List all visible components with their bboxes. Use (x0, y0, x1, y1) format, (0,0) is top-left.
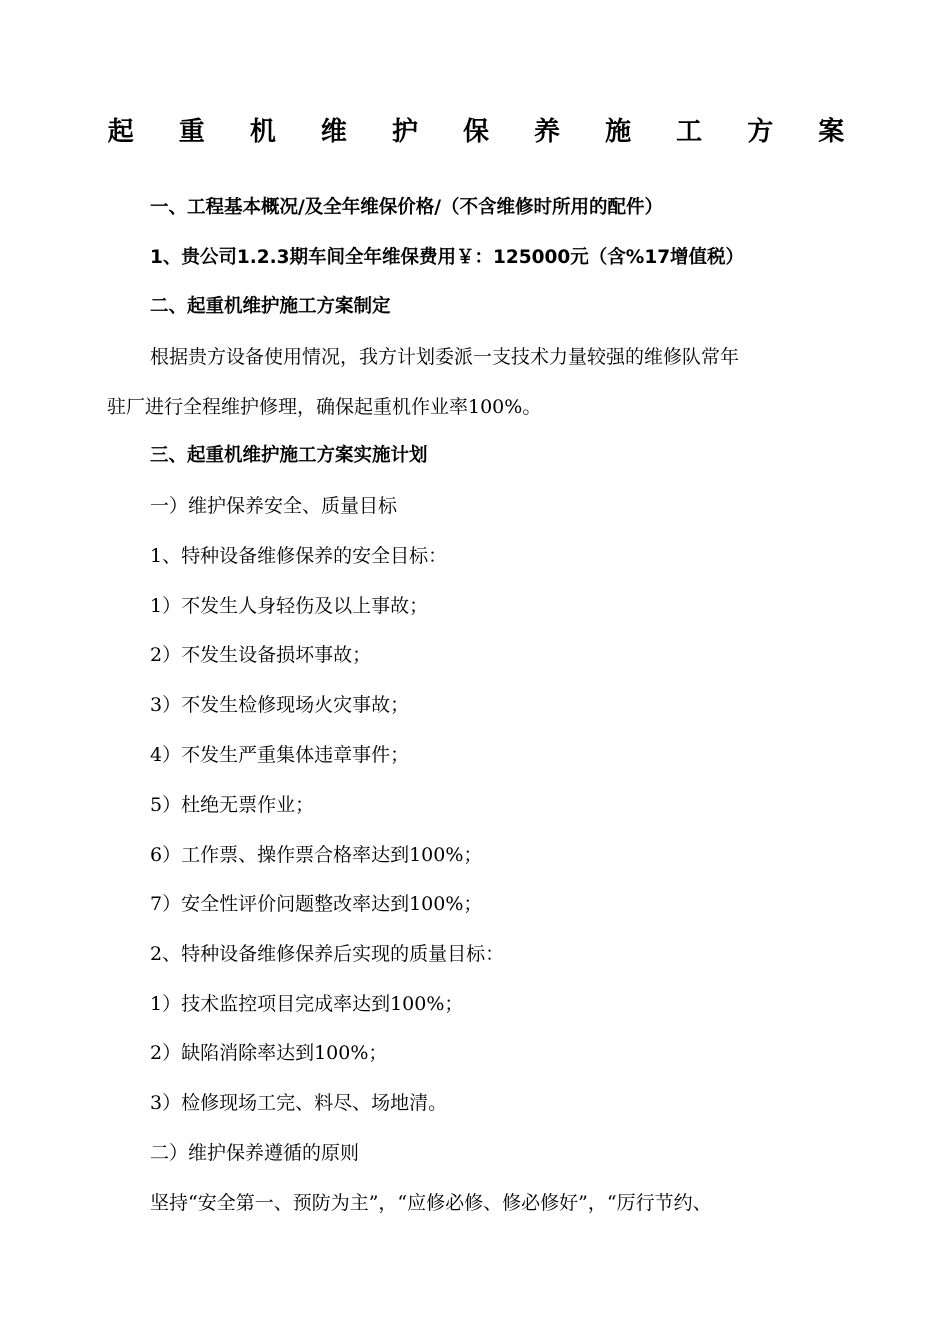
paragraph-line: 坚持“安全第一、预防为主”，“应修必修、修必修好”，“厉行节约、 (150, 1192, 712, 1214)
document-title: 起 重 机 维 护 保 养 施 工 方 案 (107, 117, 863, 147)
list-item: 1）技术监控项目完成率达到100%； (150, 993, 464, 1015)
list-item: 6）工作票、操作票合格率达到100%； (150, 844, 483, 866)
list-item: 5）杜绝无票作业； (150, 794, 315, 816)
section-heading-2: 二、起重机维护施工方案制定 (150, 296, 391, 317)
list-heading: 2、特种设备维修保养后实现的质量目标： (150, 943, 505, 965)
price-line: 1、贵公司1.2.3期车间全年维保费用￥：125000元（含%17增值税） (150, 247, 745, 268)
section-heading-3: 三、起重机维护施工方案实施计划 (150, 445, 428, 466)
list-item: 7）安全性评价问题整改率达到100%； (150, 893, 483, 915)
list-item: 1）不发生人身轻伤及以上事故； (150, 595, 429, 617)
paragraph-line: 驻厂进行全程维护修理，确保起重机作业率100%。 (107, 396, 542, 418)
paragraph-line: 根据贵方设备使用情况，我方计划委派一支技术力量较强的维修队常年 (150, 346, 740, 368)
list-item: 2）缺陷消除率达到100%； (150, 1042, 388, 1064)
list-item: 2）不发生设备损坏事故； (150, 644, 372, 666)
list-item: 4）不发生严重集体违章事件； (150, 744, 410, 766)
section-heading-1: 一、工程基本概况/及全年维保价格/（不含维修时所用的配件） (150, 197, 664, 218)
list-item: 3）不发生检修现场火灾事故； (150, 694, 410, 716)
list-item: 3）检修现场工完、料尽、场地清。 (150, 1092, 448, 1114)
subsection-heading: 二）维护保养遵循的原则 (150, 1142, 360, 1164)
subsection-heading: 一）维护保养安全、质量目标 (150, 495, 398, 517)
list-heading: 1、特种设备维修保养的安全目标： (150, 545, 448, 567)
